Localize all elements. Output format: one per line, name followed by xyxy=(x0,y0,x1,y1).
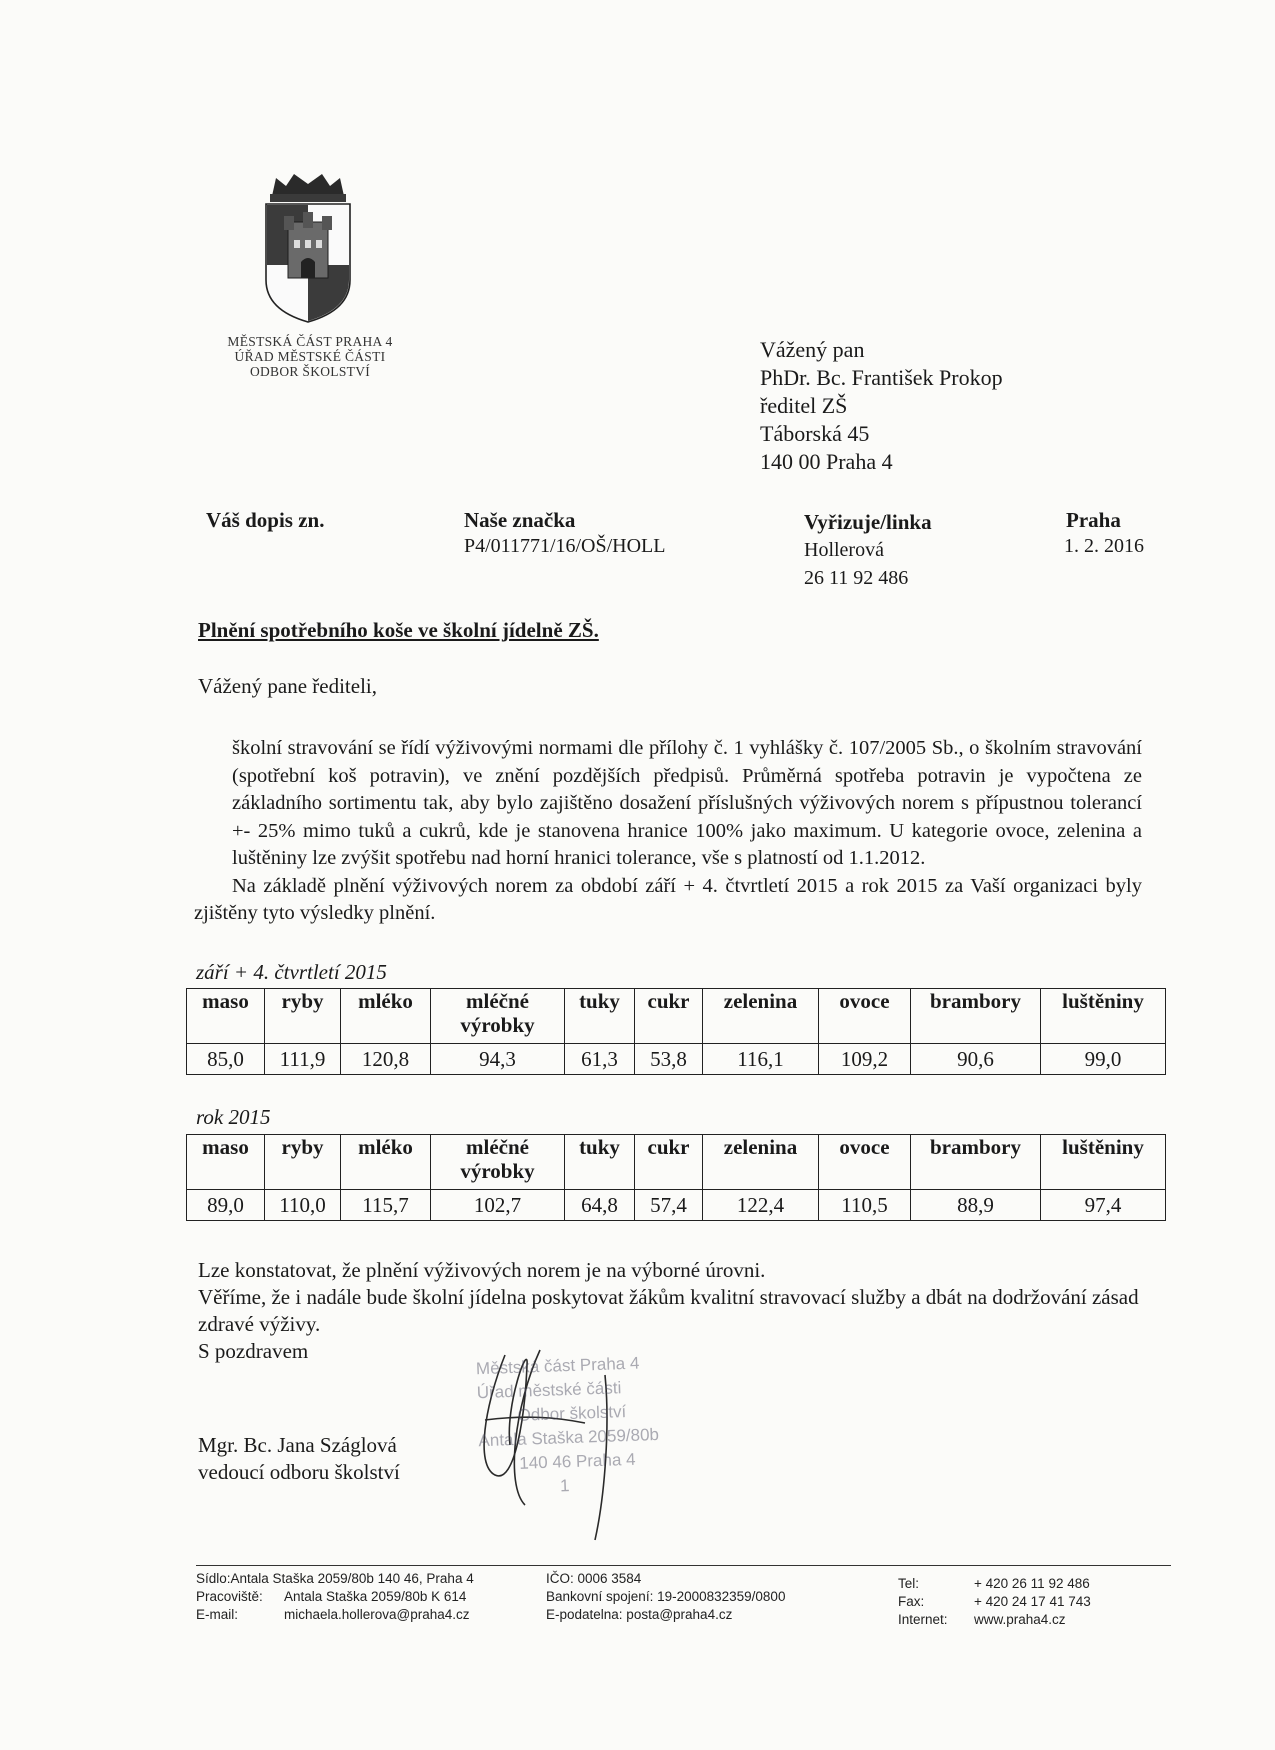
salutation: Vážený pane řediteli, xyxy=(198,674,377,698)
footer-email[interactable]: michaela.hollerova@praha4.cz xyxy=(284,1607,470,1622)
table-cell: 99,0 xyxy=(1041,1044,1166,1075)
place-label: Praha xyxy=(1066,508,1121,532)
table-cell: 64,8 xyxy=(565,1190,635,1221)
table-cell: 53,8 xyxy=(635,1044,703,1075)
footer-company-block xyxy=(546,1570,785,1624)
letter-date: 1. 2. 2016 xyxy=(1064,535,1144,557)
column-header: maso xyxy=(187,989,265,1044)
column-header: luštěniny xyxy=(1041,989,1166,1044)
footer-divider xyxy=(196,1565,1171,1566)
footer-internet-label: Internet: xyxy=(898,1612,948,1627)
column-header: ryby xyxy=(265,1135,341,1190)
footer-tel-label: Tel: xyxy=(898,1576,920,1591)
column-header: maso xyxy=(187,1135,265,1190)
column-header: zelenina xyxy=(703,989,819,1044)
office-stamp xyxy=(476,1347,781,1501)
footer-tel: + 420 26 11 92 486 xyxy=(974,1576,1090,1591)
recipient-address xyxy=(760,336,1003,476)
table-caption: září + 4. čtvrtletí 2015 xyxy=(196,960,387,984)
recipient-line: 140 00 Praha 4 xyxy=(760,449,893,474)
footer-internet[interactable]: www.praha4.cz xyxy=(974,1612,1066,1627)
handled-by-phone: 26 11 92 486 xyxy=(804,567,909,589)
footer-address-block xyxy=(196,1570,474,1624)
stamp-line: Antala Staška 2059/80b xyxy=(478,1424,660,1451)
table-cell: 94,3 xyxy=(431,1044,565,1075)
table-cell: 102,7 xyxy=(431,1190,565,1221)
table-cell: 61,3 xyxy=(565,1044,635,1075)
table-header-row xyxy=(187,1135,1166,1190)
letter-body xyxy=(194,735,1142,928)
our-ref-block xyxy=(464,508,666,558)
recipient-line: Vážený pan xyxy=(760,337,865,362)
table-cell: 120,8 xyxy=(341,1044,431,1075)
footer-bank: Bankovní spojení: 19-2000832359/0800 xyxy=(546,1589,786,1604)
recipient-line: ředitel ZŠ xyxy=(760,393,848,418)
organization-name xyxy=(200,334,420,379)
handled-by-block xyxy=(804,508,932,592)
column-header: mléčné výrobky xyxy=(431,1135,565,1190)
stamp-line: 140 46 Praha 4 xyxy=(518,1449,636,1473)
recipient-line: PhDr. Bc. František Prokop xyxy=(760,365,1003,390)
column-header: luštěniny xyxy=(1041,1135,1166,1190)
signer-title: vedoucí odboru školství xyxy=(198,1460,400,1484)
footer-sidlo: Sídlo:Antala Staška 2059/80b 140 46, Praha 4 xyxy=(196,1571,474,1586)
column-header: mléko xyxy=(341,1135,431,1190)
stamp-line: 1 xyxy=(559,1476,570,1496)
column-header: cukr xyxy=(635,1135,703,1190)
footer-fax-label: Fax: xyxy=(898,1594,925,1609)
column-header: tuky xyxy=(565,989,635,1044)
column-header: brambory xyxy=(911,989,1041,1044)
footer-epodatelna[interactable]: E-podatelna: posta@praha4.cz xyxy=(546,1607,733,1622)
column-header: brambory xyxy=(911,1135,1041,1190)
stamp-line: Úřad městské části xyxy=(476,1378,622,1403)
table-cell: 57,4 xyxy=(635,1190,703,1221)
column-header: ovoce xyxy=(819,1135,911,1190)
footer-pracoviste-label: Pracoviště: xyxy=(196,1589,263,1604)
footer-email-label: E-mail: xyxy=(196,1607,239,1622)
our-ref-value: P4/011771/16/OŠ/HOLL xyxy=(464,535,666,557)
table-cell: 88,9 xyxy=(911,1190,1041,1221)
table-header-row xyxy=(187,989,1166,1044)
column-header: cukr xyxy=(635,989,703,1044)
table-cell: 85,0 xyxy=(187,1044,265,1075)
table-cell: 110,0 xyxy=(265,1190,341,1221)
org-line: ÚŘAD MĚSTSKÉ ČÁSTI xyxy=(234,349,386,364)
body-paragraph: školní stravování se řídí výživovými normami dle přílohy č. 1 vyhlášky č. 107/2005 Sb., o školním stravování (spotřební koš potravin), ve znění pozdějších předpisů. Průměrná spotřeba potravin je vypočtena ze základního sortimentu tak, aby bylo zajištěno dosažení příslušných výživových norem s přípustnou tolerancí +- 25% mimo tuků a cukrů, kde je stanovena hranice 100% jako maximum. U kategorie ovoce, zelenina a luštěniny lze zvýšit spotřebu nad horní hranici tolerance, vše s platností od 1.1.2012. xyxy=(232,737,1142,869)
stamp-line: Odbor školství xyxy=(517,1402,627,1425)
column-header: mléko xyxy=(341,989,431,1044)
table-cell: 111,9 xyxy=(265,1044,341,1075)
column-header: tuky xyxy=(565,1135,635,1190)
results-table xyxy=(186,1134,1166,1221)
table-cell: 116,1 xyxy=(703,1044,819,1075)
handled-by-name: Hollerová xyxy=(804,539,884,561)
table-row xyxy=(187,1190,1166,1221)
footer-contact-block xyxy=(898,1575,1091,1629)
column-header: ovoce xyxy=(819,989,911,1044)
body-paragraph: Na základě plnění výživových norem za období září + 4. čtvrtletí 2015 a rok 2015 za Vaší organizaci byly zjištěny tyto výsledky plnění. xyxy=(194,874,1142,924)
our-ref-label: Naše značka xyxy=(464,508,576,532)
column-header: zelenina xyxy=(703,1135,819,1190)
table-cell: 97,4 xyxy=(1041,1190,1166,1221)
table-cell: 90,6 xyxy=(911,1044,1041,1075)
closing-line: Lze konstatovat, že plnění výživových norem je na výborné úrovni. xyxy=(198,1258,766,1282)
signer-block xyxy=(198,1432,400,1486)
footer-fax: + 420 24 17 41 743 xyxy=(974,1594,1091,1609)
table-cell: 89,0 xyxy=(187,1190,265,1221)
column-header: mléčné výrobky xyxy=(431,989,565,1044)
table-cell: 109,2 xyxy=(819,1044,911,1075)
handled-by-label: Vyřizuje/linka xyxy=(804,510,932,534)
stamp-line: Městská část Praha 4 xyxy=(475,1353,640,1379)
place-date-block xyxy=(1064,508,1144,558)
org-line: MĚSTSKÁ ČÁST PRAHA 4 xyxy=(227,334,393,349)
prague-4-coat-of-arms-icon xyxy=(258,170,358,325)
org-line: ODBOR ŠKOLSTVÍ xyxy=(249,364,371,379)
signer-name: Mgr. Bc. Jana Száglová xyxy=(198,1433,397,1457)
table-row xyxy=(187,1044,1166,1075)
footer-ico: IČO: 0006 3584 xyxy=(546,1571,642,1586)
results-table xyxy=(186,988,1166,1075)
column-header: ryby xyxy=(265,989,341,1044)
letter-subject: Plnění spotřebního koše ve školní jídelně ZŠ. xyxy=(198,618,599,642)
closing-line: Věříme, že i nadále bude školní jídelna poskytovat žákům kvalitní stravovací služby a dbát na dodržování zásad zdravé výživy. xyxy=(198,1285,1139,1336)
table-cell: 115,7 xyxy=(341,1190,431,1221)
your-letter-label: Váš dopis zn. xyxy=(206,508,325,532)
table-cell: 122,4 xyxy=(703,1190,819,1221)
recipient-line: Táborská 45 xyxy=(760,421,870,446)
table-caption: rok 2015 xyxy=(196,1105,271,1129)
table-cell: 110,5 xyxy=(819,1190,911,1221)
closing-line: S pozdravem xyxy=(198,1339,309,1363)
footer-pracoviste: Antala Staška 2059/80b K 614 xyxy=(284,1589,467,1604)
